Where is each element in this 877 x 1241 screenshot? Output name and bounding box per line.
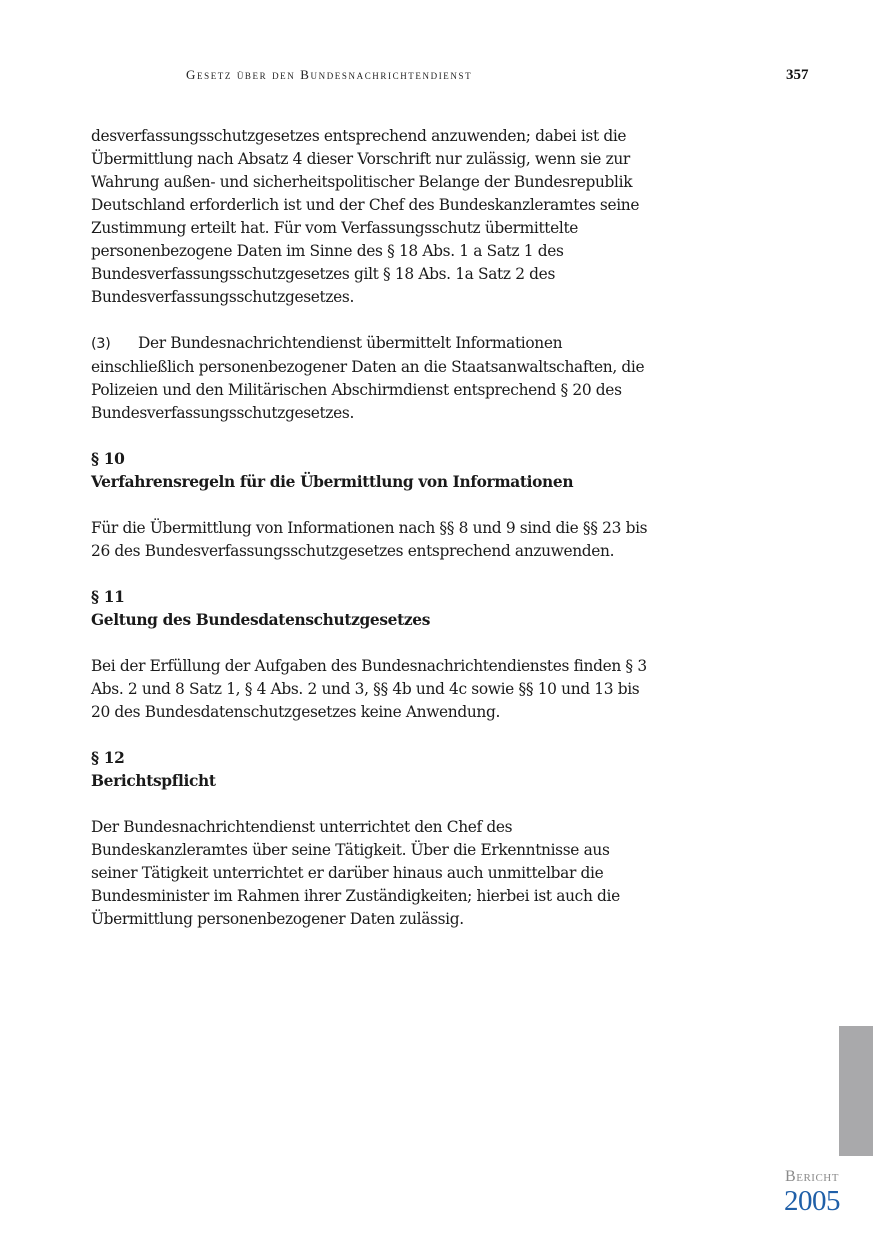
running-head: Gesetz über den Bundesnachrichtendienst <box>186 67 473 82</box>
section-title: Geltung des Bundesdatenschutzgesetzes <box>91 611 431 629</box>
section-title: Verfahrensregeln für die Übermittlung von Informationen <box>91 473 574 491</box>
section-heading-10 <box>91 448 651 494</box>
section-number: § 12 <box>91 749 125 767</box>
section-heading-12 <box>91 747 651 793</box>
page-number: 357 <box>786 67 809 83</box>
document-body <box>91 125 651 954</box>
section-10-text: Für die Übermittlung von Informationen nach §§ 8 und 9 sind die §§ 23 bis 26 des Bundesverfassungsschutzgesetzes entsprechend anzuwenden. <box>91 519 648 560</box>
paragraph-3 <box>91 332 651 425</box>
section-number: § 11 <box>91 588 125 606</box>
chapter-thumb-tab <box>839 1026 873 1156</box>
report-logo <box>778 1168 846 1216</box>
logo-word: Bericht <box>785 1168 839 1185</box>
paragraph-3-text: Der Bundesnachrichtendienst übermittelt Informationen einschließlich personenbezogener Daten an die Staatsanwaltschaften, die Polizeien und den Militärischen Abschirmdienst entsprechend § 20 des Bundesverfassungsschutzgesetzes. <box>91 334 645 422</box>
section-12-text: Der Bundesnachrichtendienst unterrichtet den Chef des Bundeskanzleramtes über seine Tätigkeit. Über die Erkenntnisse aus seiner Tätigkeit unterrichtet er darüber hinaus auch unmittelbar die Bundesminister im Rahmen ihrer Zuständigkeiten; hierbei ist auch die Übermittlung personenbezogener Daten zulässig. <box>91 818 620 928</box>
paragraph-number: (3) <box>91 336 111 352</box>
section-11-text: Bei der Erfüllung der Aufgaben des Bundesnachrichtendienstes finden § 3 Abs. 2 und 8 Satz 1, § 4 Abs. 2 und 3, §§ 4b und 4c sowie §§ 10 und 13 bis 20 des Bundesdatenschutzgesetzes keine Anwendung. <box>91 657 647 721</box>
paragraph-continuation: desverfassungsschutzgesetzes entsprechend anzuwenden; dabei ist die Übermittlung nach Absatz 4 dieser Vorschrift nur zulässig, wenn sie zur Wahrung außen- und sicherheitspolitischer Belange der Bundesrepublik Deutschland erforderlich ist und der Chef des Bundeskanzleramtes seine Zustimmung erteilt hat. Für vom Verfassungsschutz übermittelte personenbezogene Daten im Sinne des § 18 Abs. 1 a Satz 1 des Bundesverfassungsschutzgesetzes gilt § 18 Abs. 1a Satz 2 des Bundesverfassungsschutzgesetzes. <box>91 127 640 306</box>
logo-year: 2005 <box>784 1185 840 1217</box>
section-title: Berichtspflicht <box>91 772 216 790</box>
section-number: § 10 <box>91 450 125 468</box>
section-heading-11 <box>91 586 651 632</box>
